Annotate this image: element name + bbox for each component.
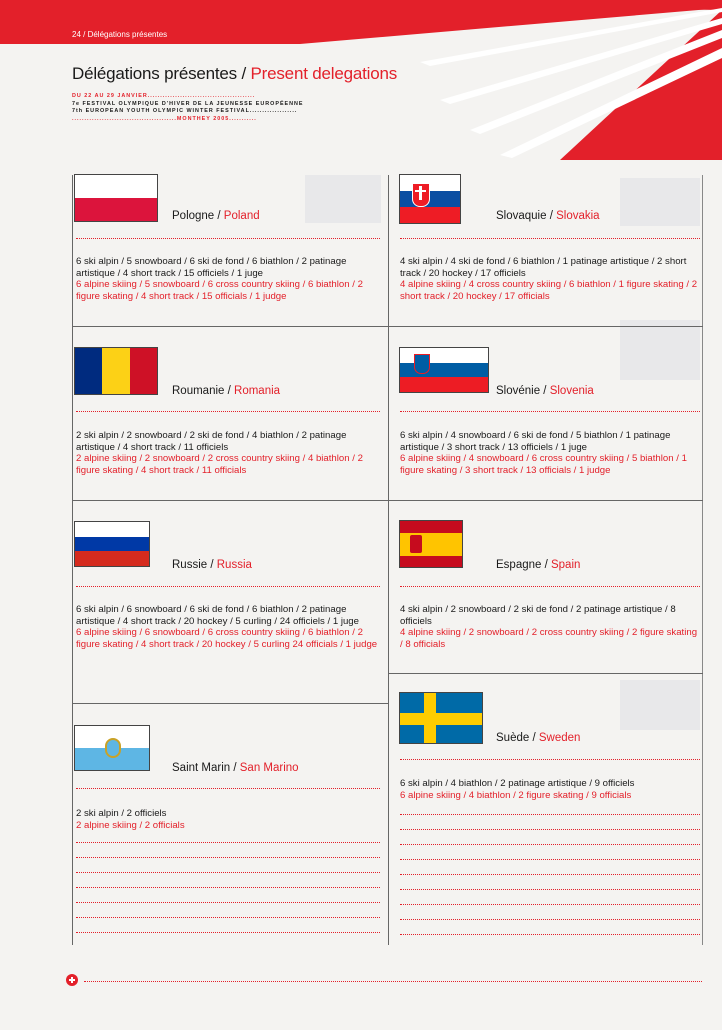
delegation-description	[76, 808, 386, 831]
background-ghost	[620, 178, 700, 226]
country-name: Pologne / Poland	[172, 210, 260, 222]
title-fr: Délégations présentes /	[72, 64, 251, 83]
dotted-divider	[400, 934, 700, 936]
left-column-border	[72, 175, 73, 945]
dotted-divider	[400, 859, 700, 861]
description-fr: 6 ski alpin / 6 snowboard / 6 ski de fond / 6 biathlon / 2 patinage artistique / 4 short track / 20 hockey / 5 curling / 24 officiels / 1 juge	[76, 604, 359, 627]
event-name-fr: 7e FESTIVAL OLYMPIQUE D'HIVER DE LA JEUNESSE EUROPÉENNE	[72, 100, 304, 107]
page-header-label: 24 / Délégations présentes	[72, 30, 168, 39]
dotted-divider	[76, 788, 380, 790]
dotted-divider	[76, 411, 380, 413]
description-fr: 2 ski alpin / 2 snowboard / 2 ski de fond / 4 biathlon / 2 patinage artistique / 4 short track / 11 officiels	[76, 430, 347, 453]
description-fr: 6 ski alpin / 5 snowboard / 6 ski de fond / 6 biathlon / 2 patinage artistique / 4 short track / 15 officiels / 1 juge	[76, 256, 347, 279]
country-name: Slovaquie / Slovakia	[496, 210, 600, 222]
dotted-divider	[76, 902, 380, 904]
row-separator	[388, 326, 703, 327]
delegation-description	[400, 256, 706, 302]
event-dates: DU 22 AU 29 JANVIER...........................................	[72, 93, 256, 99]
dotted-divider	[76, 586, 380, 588]
dotted-divider	[400, 874, 700, 876]
background-ghost	[620, 680, 700, 730]
dotted-divider	[400, 759, 700, 761]
description-fr: 6 ski alpin / 4 snowboard / 6 ski de fond / 5 biathlon / 1 patinage artistique / 3 short track / 13 officiels / 1 juge	[400, 430, 671, 453]
description-en: 6 alpine skiing / 6 snowboard / 6 cross country skiing / 6 biathlon / 2 figure skating / 4 short track / 20 hockey / 5 curling 24 officials / 1 judge	[76, 627, 378, 650]
spain-flag	[399, 520, 463, 568]
dotted-divider	[400, 411, 700, 413]
swiss-cross-icon	[66, 974, 78, 986]
page-title	[72, 64, 397, 84]
dotted-divider	[400, 889, 700, 891]
event-info	[72, 93, 304, 123]
dotted-divider	[76, 872, 380, 874]
delegation-description	[400, 430, 706, 476]
description-en: 6 alpine skiing / 5 snowboard / 6 cross country skiing / 6 biathlon / 2 figure skating / 4 short track / 15 officials / 1 judge	[76, 279, 363, 302]
country-name: Saint Marin / San Marino	[172, 762, 299, 774]
san-marino-flag	[74, 725, 150, 771]
delegation-description	[76, 256, 386, 302]
dotted-divider	[400, 586, 700, 588]
country-name: Russie / Russia	[172, 559, 252, 571]
center-column-border	[388, 175, 389, 945]
description-en: 6 alpine skiing / 4 snowboard / 6 cross country skiing / 5 biathlon / 1 figure skating / 3 short track / 13 officials / 1 judge	[400, 453, 687, 476]
description-en: 2 alpine skiing / 2 snowboard / 2 cross country skiing / 4 biathlon / 2 figure skating / 4 short track / 11 officials	[76, 453, 363, 476]
description-en: 2 alpine skiing / 2 officials	[76, 819, 185, 831]
description-fr: 4 ski alpin / 4 ski de fond / 6 biathlon / 1 patinage artistique / 2 short track / 20 hockey / 17 officiels	[400, 256, 687, 279]
dotted-divider	[400, 814, 700, 816]
dotted-divider	[76, 917, 380, 919]
country-name: Suède / Sweden	[496, 732, 581, 744]
slovenia-flag	[399, 347, 489, 393]
row-separator	[72, 326, 388, 327]
background-ghost	[620, 320, 700, 380]
country-name: Slovénie / Slovenia	[496, 385, 594, 397]
dotted-divider	[400, 919, 700, 921]
row-separator	[72, 500, 388, 501]
dotted-divider	[400, 904, 700, 906]
dotted-divider	[76, 842, 380, 844]
russia-flag	[74, 521, 150, 567]
delegation-description	[76, 430, 386, 476]
background-ghost	[305, 175, 381, 223]
description-fr: 6 ski alpin / 4 biathlon / 2 patinage artistique / 9 officiels	[400, 778, 635, 789]
description-en: 6 alpine skiing / 4 biathlon / 2 figure skating / 9 officials	[400, 789, 632, 801]
dotted-divider	[400, 829, 700, 831]
description-fr: 4 ski alpin / 2 snowboard / 2 ski de fond / 2 patinage artistique / 8 officiels	[400, 604, 676, 627]
country-name: Roumanie / Romania	[172, 385, 281, 397]
event-location: ..........................................MONTHEY 2005...........	[72, 115, 257, 122]
description-en: 4 alpine skiing / 4 cross country skiing / 6 biathlon / 1 figure skating / 2 short track / 20 hockey / 17 officials	[400, 279, 698, 302]
poland-flag	[74, 174, 158, 222]
dotted-divider	[400, 238, 700, 240]
event-name-en: 7th EUROPEAN YOUTH OLYMPIC WINTER FESTIVAL...................	[72, 108, 298, 115]
description-fr: 2 ski alpin / 2 officiels	[76, 808, 167, 819]
dotted-divider	[76, 887, 380, 889]
delegation-description	[400, 604, 700, 650]
romania-flag	[74, 347, 158, 395]
dotted-divider	[76, 238, 380, 240]
title-en: Present delegations	[250, 64, 398, 83]
footer-dotted-line	[84, 981, 702, 983]
sweden-flag	[399, 692, 483, 744]
dotted-divider	[76, 857, 380, 859]
country-name: Espagne / Spain	[496, 559, 581, 571]
dotted-divider	[76, 932, 380, 934]
row-separator	[72, 703, 388, 704]
delegation-description	[400, 778, 700, 801]
dotted-divider	[400, 844, 700, 846]
slovakia-flag	[399, 174, 461, 224]
delegation-description	[76, 604, 382, 650]
description-en: 4 alpine skiing / 2 snowboard / 2 cross country skiing / 2 figure skating / 8 officials	[400, 627, 698, 650]
row-separator	[388, 673, 703, 674]
row-separator	[388, 500, 703, 501]
